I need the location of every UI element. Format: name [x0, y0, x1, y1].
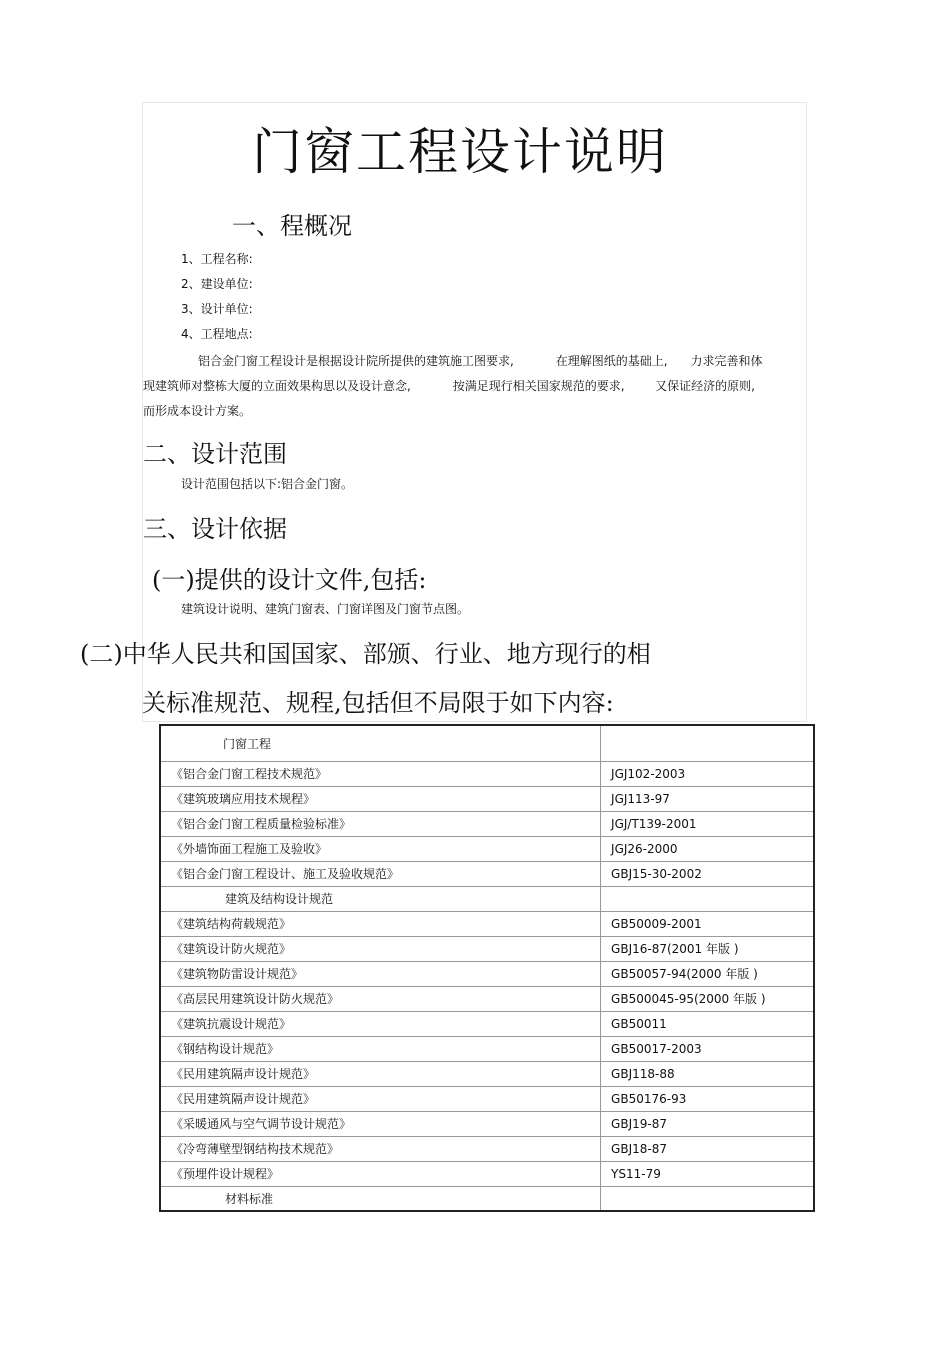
project-name-item: 1、工程名称:: [181, 252, 253, 266]
table-row: [160, 811, 814, 836]
standard-name-cell: 《建筑抗震设计规范》: [160, 1011, 601, 1036]
standard-name-cell: 《外墙饰面工程施工及验收》: [160, 836, 601, 861]
table-group-row: [160, 886, 814, 911]
standards-table-body: [160, 725, 814, 1211]
standard-name-cell: 《建筑结构荷载规范》: [160, 911, 601, 936]
standard-name-cell: 《建筑设计防火规范》: [160, 936, 601, 961]
standard-name-cell: 《建筑物防雷设计规范》: [160, 961, 601, 986]
table-group-row: [160, 725, 814, 761]
table-row: [160, 961, 814, 986]
standard-name-cell: 《建筑玻璃应用技术规程》: [160, 786, 601, 811]
table-row: [160, 1086, 814, 1111]
standard-name-cell: 《高层民用建筑设计防火规范》: [160, 986, 601, 1011]
standard-code-cell: GB50017-2003: [601, 1036, 814, 1061]
table-row: [160, 786, 814, 811]
table-group-row: [160, 1186, 814, 1211]
designer-item: 3、设计单位:: [181, 302, 253, 316]
standard-code-cell: [601, 886, 814, 911]
standard-code-cell: GB500045-95(2000 年版 ): [601, 986, 814, 1011]
standard-code-cell: GBJ15-30-2002: [601, 861, 814, 886]
table-row: [160, 911, 814, 936]
section1-heading: 一、程概况: [232, 212, 352, 240]
table-row: [160, 1011, 814, 1036]
standard-code-cell: JGJ26-2000: [601, 836, 814, 861]
table-row: [160, 1136, 814, 1161]
location-item: 4、工程地点:: [181, 327, 253, 341]
standard-name-cell: 《铝合金门窗工程技术规范》: [160, 761, 601, 786]
standard-code-cell: GB50057-94(2000 年版 ): [601, 961, 814, 986]
subsection2-line2: 关标准规范、规程,包括但不局限于如下内容:: [142, 689, 614, 717]
group-title-cell: 门窗工程: [160, 725, 601, 761]
standard-code-cell: GB50176-93: [601, 1086, 814, 1111]
table-row: [160, 1061, 814, 1086]
table-row: [160, 1161, 814, 1186]
scope-text: 设计范围包括以下:铝合金门窗。: [181, 477, 354, 491]
standard-code-cell: JGJ102-2003: [601, 761, 814, 786]
overview-paragraph-line3: 而形成本设计方案。: [143, 404, 252, 418]
standard-code-cell: GBJ16-87(2001 年版 ): [601, 936, 814, 961]
table-row: [160, 836, 814, 861]
group-title-cell: 材料标准: [160, 1186, 601, 1211]
developer-item: 2、建设单位:: [181, 277, 253, 291]
standard-code-cell: [601, 725, 814, 761]
section2-heading: 二、设计范围: [143, 440, 287, 468]
table-row: [160, 936, 814, 961]
table-row: [160, 761, 814, 786]
standard-name-cell: 《民用建筑隔声设计规范》: [160, 1061, 601, 1086]
overview-paragraph-line2: 现建筑师对整栋大厦的立面效果构思以及设计意念, 按满足现行相关国家规范的要求, 又保证经济的原则,: [143, 379, 755, 393]
standard-code-cell: GB50009-2001: [601, 911, 814, 936]
subsection2-line1: (二)中华人民共和国国家、部颁、行业、地方现行的相: [80, 640, 651, 668]
subsection1-heading: (一)提供的设计文件,包括:: [152, 566, 427, 594]
standard-name-cell: 《钢结构设计规范》: [160, 1036, 601, 1061]
standard-name-cell: 《冷弯薄壁型钢结构技术规范》: [160, 1136, 601, 1161]
table-row: [160, 986, 814, 1011]
standard-code-cell: GBJ18-87: [601, 1136, 814, 1161]
overview-paragraph-line1: 铝合金门窗工程设计是根据设计院所提供的建筑施工图要求, 在理解图纸的基础上, 力求完善和体: [198, 354, 763, 368]
document-title: 门窗工程设计说明: [252, 123, 668, 181]
standard-code-cell: JGJ113-97: [601, 786, 814, 811]
standard-name-cell: 《民用建筑隔声设计规范》: [160, 1086, 601, 1111]
standard-code-cell: JGJ/T139-2001: [601, 811, 814, 836]
standard-code-cell: GBJ118-88: [601, 1061, 814, 1086]
standard-code-cell: [601, 1186, 814, 1211]
subsection1-text: 建筑设计说明、建筑门窗表、门窗详图及门窗节点图。: [181, 602, 470, 616]
standard-code-cell: YS11-79: [601, 1161, 814, 1186]
table-row: [160, 861, 814, 886]
group-title-cell: 建筑及结构设计规范: [160, 886, 601, 911]
table-row: [160, 1036, 814, 1061]
standards-table: [159, 724, 815, 1212]
standard-name-cell: 《预埋件设计规程》: [160, 1161, 601, 1186]
standard-name-cell: 《采暖通风与空气调节设计规范》: [160, 1111, 601, 1136]
standard-code-cell: GB50011: [601, 1011, 814, 1036]
standard-code-cell: GBJ19-87: [601, 1111, 814, 1136]
standard-name-cell: 《铝合金门窗工程设计、施工及验收规范》: [160, 861, 601, 886]
standard-name-cell: 《铝合金门窗工程质量检验标准》: [160, 811, 601, 836]
section3-heading: 三、设计依据: [143, 515, 287, 543]
table-row: [160, 1111, 814, 1136]
